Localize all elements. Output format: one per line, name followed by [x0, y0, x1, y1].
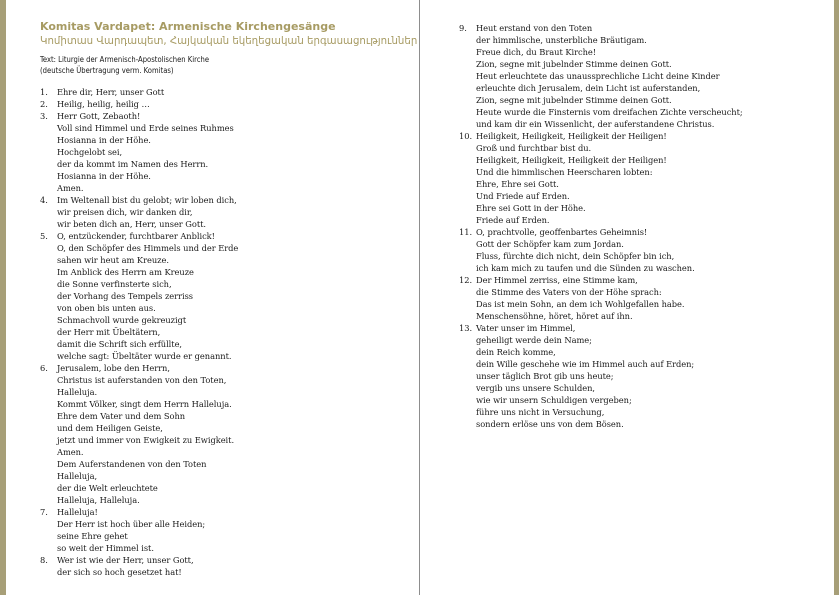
hymn-item	[40, 362, 410, 506]
hymn-number: 8.	[40, 555, 48, 565]
hymn-line: Und die himmlischen Heerscharen lobten:	[476, 167, 653, 177]
hymn-line: wir beten dich an, Herr, unser Gott.	[57, 219, 206, 229]
hymn-line: die Stimme des Vaters von der Höhe sprach:	[476, 287, 662, 297]
hymn-line: dein Wille geschehe wie im Himmel auch auf Erden;	[476, 359, 695, 369]
hymn-line: der Vorhang des Tempels zerriss	[57, 291, 193, 301]
hymn-line: Herr Gott, Zebaoth!	[57, 111, 141, 121]
hymn-item	[459, 322, 829, 430]
hymn-line: Heiligkeit, Heiligkeit, Heiligkeit der Heiligen!	[476, 155, 667, 165]
hymn-number: 5.	[40, 231, 48, 241]
hymn-line: Ehre dem Vater und dem Sohn	[57, 411, 186, 421]
hymn-line: Christus ist auferstanden von den Toten,	[57, 375, 227, 385]
hymn-line: Heut erleuchtete das unaussprechliche Licht deine Kinder	[476, 71, 720, 81]
hymn-line: der sich so hoch gesetzet hat!	[57, 567, 182, 577]
hymn-line: Heiligkeit, Heiligkeit, Heiligkeit der Heiligen!	[476, 131, 667, 141]
right-page-edge	[834, 0, 839, 595]
hymn-item	[40, 506, 410, 554]
right-page	[459, 22, 829, 430]
hymn-line: ich kam mich zu taufen und die Sünden zu waschen.	[476, 263, 695, 273]
hymn-line: dein Reich komme,	[476, 347, 556, 357]
translation-credit: (deutsche Übertragung verm. Komitas)	[40, 66, 174, 75]
hymn-line: Halleluja, Halleluja.	[57, 495, 140, 505]
hymn-line: unser täglich Brot gib uns heute;	[476, 371, 614, 381]
hymn-line: der himmlische, unsterbliche Bräutigam.	[476, 35, 647, 45]
hymn-line: Hosianna in der Höhe.	[57, 171, 151, 181]
hymn-line: Groß und furchtbar bist du.	[476, 143, 592, 153]
hymn-number: 3.	[40, 111, 48, 121]
hymn-line: Amen.	[57, 447, 84, 457]
hymn-line: Menschensöhne, höret, höret auf ihn.	[476, 311, 633, 321]
hymn-line: der Herr mit Übeltätern,	[57, 327, 161, 337]
hymn-item	[459, 226, 829, 274]
hymn-number: 12.	[459, 275, 473, 285]
hymn-number: 13.	[459, 323, 473, 333]
hymn-line: Fluss, fürchte dich nicht, dein Schöpfer bin ich,	[476, 251, 675, 261]
hymn-line: Das ist mein Sohn, an dem ich Wohlgefallen habe.	[476, 299, 685, 309]
hymn-line: und kam dir ein Wissenlicht, der auferstandene Christus.	[476, 119, 715, 129]
hymn-line: so weit der Himmel ist.	[57, 543, 154, 553]
hymn-line: Kommt Völker, singt dem Herrn Halleluja.	[57, 399, 232, 409]
hymn-line: Hochgelobt sei,	[57, 147, 123, 157]
document-title: Komitas Vardapet: Armenische Kirchengesänge	[40, 20, 336, 33]
armenian-subtitle: Կոմիտաս Վարդապետ, Հայկական եկեղեցական երգասացություններ	[40, 36, 418, 47]
hymn-line: von oben bis unten aus.	[57, 303, 156, 313]
hymn-line: O, entzückender, furchtbarer Anblick!	[57, 231, 215, 241]
hymn-line: Schmachvoll wurde gekreuzigt	[57, 315, 187, 325]
hymn-line: Vater unser im Himmel,	[476, 323, 576, 333]
hymn-line: Gott der Schöpfer kam zum Jordan.	[476, 239, 624, 249]
hymn-line: Heute wurde die Finsternis vom dreifachen Zichte verscheucht;	[476, 107, 743, 117]
hymn-line: Dem Auferstandenen von den Toten	[57, 459, 207, 469]
hymn-line: Und Friede auf Erden.	[476, 191, 570, 201]
hymn-line: erleuchte dich Jerusalem, dein Licht ist auferstanden,	[476, 83, 701, 93]
hymn-line: Halleluja,	[57, 471, 98, 481]
hymn-line: Heut erstand von den Toten	[476, 23, 593, 33]
hymn-line: Halleluja.	[57, 387, 98, 397]
text-credit: Text: Liturgie der Armenisch-Apostolischen Kirche	[40, 55, 210, 64]
hymn-number: 9.	[459, 23, 467, 33]
hymn-line: jetzt und immer von Ewigkeit zu Ewigkeit.	[57, 435, 235, 445]
hymn-number: 7.	[40, 507, 48, 517]
hymn-line: Halleluja!	[57, 507, 98, 517]
hymn-line: Amen.	[57, 183, 84, 193]
hymn-line: der die Welt erleuchtete	[57, 483, 158, 493]
hymn-number: 2.	[40, 99, 48, 109]
hymn-line: geheiligt werde dein Name;	[476, 335, 592, 345]
hymn-line: vergib uns unsere Schulden,	[476, 383, 595, 393]
hymn-line: damit die Schrift sich erfüllte,	[57, 339, 183, 349]
left-page-edge	[0, 0, 6, 595]
hymn-number: 1.	[40, 87, 48, 97]
hymn-line: Der Himmel zerriss, eine Stimme kam,	[476, 275, 638, 285]
hymn-item	[40, 110, 410, 194]
hymn-line: wir preisen dich, wir danken dir,	[57, 207, 193, 217]
hymn-line: O, den Schöpfer des Himmels und der Erde	[57, 243, 239, 253]
hymn-line: wie wir unsern Schuldigen vergeben;	[476, 395, 632, 405]
hymn-line: Zion, segne mit jubelnder Stimme deinen Gott.	[476, 95, 672, 105]
hymn-line: Ehre dir, Herr, unser Gott	[57, 87, 165, 97]
hymn-number: 4.	[40, 195, 48, 205]
hymn-line: O, prachtvolle, geoffenbartes Geheimnis!	[476, 227, 648, 237]
hymn-line: Voll sind Himmel und Erde seines Ruhmes	[57, 123, 234, 133]
hymn-line: Freue dich, du Braut Kirche!	[476, 47, 597, 57]
hymn-number: 10.	[459, 131, 473, 141]
left-page	[40, 20, 418, 578]
hymn-number: 6.	[40, 363, 48, 373]
hymn-line: die Sonne verfinsterte sich,	[57, 279, 172, 289]
hymn-line: Jerusalem, lobe den Herrn,	[57, 363, 170, 373]
hymn-line: Im Anblick des Herrn am Kreuze	[57, 267, 194, 277]
hymn-item	[40, 86, 410, 98]
hymn-item	[459, 22, 829, 130]
page-gutter-divider	[419, 0, 420, 595]
hymn-line: seine Ehre gehet	[57, 531, 128, 541]
hymn-line: Ehre sei Gott in der Höhe.	[476, 203, 586, 213]
hymn-line: Heilig, heilig, heilig …	[57, 99, 150, 109]
hymn-line: Hosianna in der Höhe.	[57, 135, 151, 145]
hymn-line: Wer ist wie der Herr, unser Gott,	[57, 555, 194, 565]
right-hymn-list	[459, 22, 829, 430]
hymn-line: sahen wir heut am Kreuze.	[57, 255, 169, 265]
hymn-line: Im Weltenall bist du gelobt; wir loben dich,	[57, 195, 237, 205]
hymn-item	[40, 554, 410, 578]
hymn-line: welche sagt: Übeltäter wurde er genannt.	[57, 351, 232, 361]
hymn-line: sondern erlöse uns von dem Bösen.	[476, 419, 624, 429]
hymn-line: Friede auf Erden.	[476, 215, 550, 225]
hymn-number: 11.	[459, 227, 473, 237]
left-hymn-list	[40, 86, 410, 578]
hymn-item	[459, 274, 829, 322]
hymn-item	[40, 98, 410, 110]
hymn-item	[459, 130, 829, 226]
hymn-line: Der Herr ist hoch über alle Heiden;	[57, 519, 206, 529]
hymn-line: und dem Heiligen Geiste,	[57, 423, 163, 433]
hymn-item	[40, 194, 410, 230]
hymn-line: führe uns nicht in Versuchung,	[476, 407, 605, 417]
hymn-item	[40, 230, 410, 362]
hymn-line: Ehre, Ehre sei Gott.	[476, 179, 559, 189]
hymn-line: der da kommt im Namen des Herrn.	[57, 159, 209, 169]
hymn-line: Zion, segne mit jubelnder Stimme deinen Gott.	[476, 59, 672, 69]
